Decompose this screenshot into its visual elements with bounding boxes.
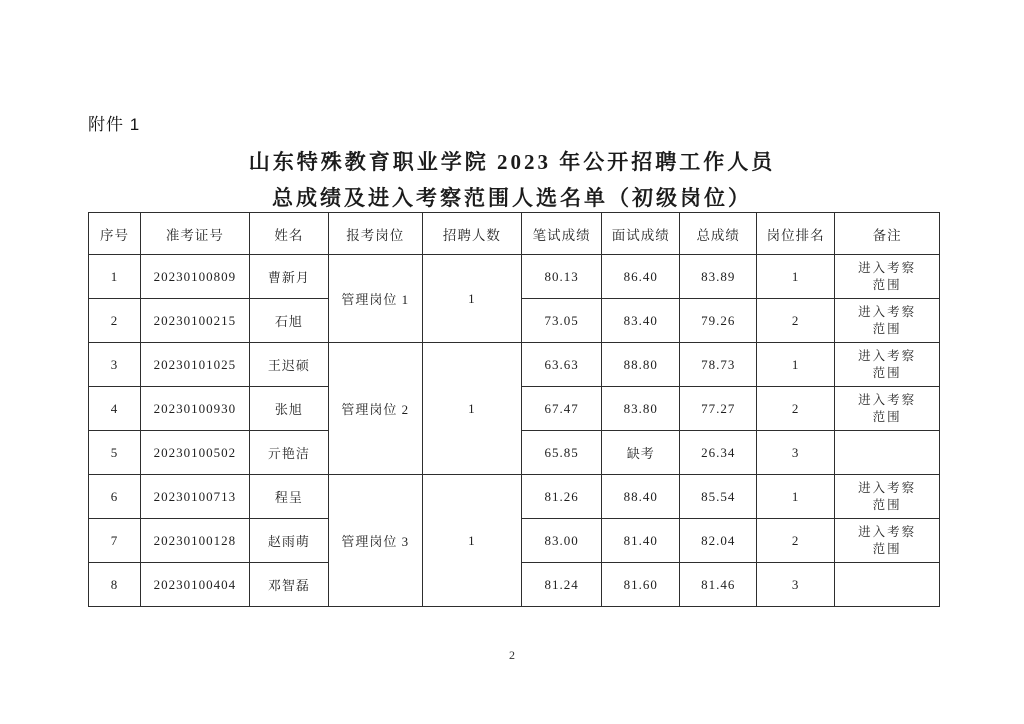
cell-interview-score: 88.80 <box>602 343 680 387</box>
col-position: 报考岗位 <box>328 213 422 255</box>
cell-written-score: 65.85 <box>522 431 602 475</box>
cell-serial: 6 <box>89 475 141 519</box>
col-written-score: 笔试成绩 <box>522 213 602 255</box>
col-serial: 序号 <box>89 213 141 255</box>
cell-written-score: 81.24 <box>522 563 602 607</box>
cell-position-merged: 管理岗位 1 <box>328 255 422 343</box>
cell-rank: 1 <box>756 255 834 299</box>
cell-written-score: 81.26 <box>522 475 602 519</box>
remark-line: 范围 <box>872 409 902 424</box>
cell-total-score: 82.04 <box>680 519 757 563</box>
cell-rank: 1 <box>756 475 834 519</box>
cell-remarks <box>835 475 940 519</box>
cell-interview-score: 83.40 <box>602 299 680 343</box>
cell-written-score: 63.63 <box>522 343 602 387</box>
remark-line: 范围 <box>872 321 902 336</box>
remark-line: 进入考察 <box>858 348 917 363</box>
cell-position-merged: 管理岗位 3 <box>328 475 422 607</box>
cell-rank: 2 <box>756 519 834 563</box>
col-remarks: 备注 <box>835 213 940 255</box>
cell-serial: 1 <box>89 255 141 299</box>
cell-rank: 2 <box>756 299 834 343</box>
remark-line: 进入考察 <box>858 480 917 495</box>
col-ticket-number: 准考证号 <box>140 213 249 255</box>
cell-name: 邓智磊 <box>249 563 328 607</box>
cell-rank: 2 <box>756 387 834 431</box>
remark-line: 范围 <box>872 365 902 380</box>
cell-remarks <box>835 387 940 431</box>
cell-name: 张旭 <box>249 387 328 431</box>
cell-rank: 3 <box>756 563 834 607</box>
cell-name: 石旭 <box>249 299 328 343</box>
cell-total-score: 26.34 <box>680 431 757 475</box>
cell-remarks <box>835 255 940 299</box>
cell-total-score: 79.26 <box>680 299 757 343</box>
remark-line: 进入考察 <box>858 260 917 275</box>
page-number: 2 <box>509 648 515 662</box>
cell-remarks <box>835 431 940 475</box>
cell-ticket-number: 20230100215 <box>140 299 249 343</box>
cell-total-score: 85.54 <box>680 475 757 519</box>
col-name: 姓名 <box>249 213 328 255</box>
cell-written-score: 83.00 <box>522 519 602 563</box>
col-total-score: 总成绩 <box>680 213 757 255</box>
cell-total-score: 81.46 <box>680 563 757 607</box>
attachment-label: 附件 1 <box>88 115 141 134</box>
results-table <box>88 212 940 607</box>
table-row <box>89 255 940 299</box>
cell-interview-score: 83.80 <box>602 387 680 431</box>
cell-position-merged: 管理岗位 2 <box>328 343 422 475</box>
cell-total-score: 77.27 <box>680 387 757 431</box>
cell-ticket-number: 20230100809 <box>140 255 249 299</box>
cell-serial: 3 <box>89 343 141 387</box>
cell-interview-score: 88.40 <box>602 475 680 519</box>
cell-interview-score: 81.60 <box>602 563 680 607</box>
cell-written-score: 80.13 <box>522 255 602 299</box>
document-title-line1: 山东特殊教育职业学院 2023 年公开招聘工作人员 <box>248 150 776 174</box>
cell-remarks <box>835 519 940 563</box>
cell-ticket-number: 20230100128 <box>140 519 249 563</box>
remark-line: 进入考察 <box>858 304 917 319</box>
cell-name: 赵雨萌 <box>249 519 328 563</box>
cell-name: 曹新月 <box>249 255 328 299</box>
cell-name: 王迟硕 <box>249 343 328 387</box>
cell-written-score: 73.05 <box>522 299 602 343</box>
cell-interview-score: 81.40 <box>602 519 680 563</box>
remark-line: 范围 <box>872 541 902 556</box>
cell-ticket-number: 20230100502 <box>140 431 249 475</box>
cell-written-score: 67.47 <box>522 387 602 431</box>
table-header-row <box>89 213 940 255</box>
cell-headcount-merged: 1 <box>422 475 522 607</box>
document-title-line2: 总成绩及进入考察范围人选名单（初级岗位） <box>272 186 752 210</box>
cell-serial: 8 <box>89 563 141 607</box>
cell-rank: 1 <box>756 343 834 387</box>
col-interview-score: 面试成绩 <box>602 213 680 255</box>
cell-headcount-merged: 1 <box>422 343 522 475</box>
col-headcount: 招聘人数 <box>422 213 522 255</box>
table-row <box>89 343 940 387</box>
cell-ticket-number: 20230100404 <box>140 563 249 607</box>
remark-line: 范围 <box>872 277 902 292</box>
cell-interview-score: 缺考 <box>602 431 680 475</box>
cell-ticket-number: 20230100713 <box>140 475 249 519</box>
remark-line: 进入考察 <box>858 524 917 539</box>
cell-serial: 2 <box>89 299 141 343</box>
remark-line: 范围 <box>872 497 902 512</box>
cell-interview-score: 86.40 <box>602 255 680 299</box>
cell-name: 程呈 <box>249 475 328 519</box>
cell-remarks <box>835 299 940 343</box>
cell-serial: 7 <box>89 519 141 563</box>
cell-total-score: 78.73 <box>680 343 757 387</box>
cell-remarks <box>835 343 940 387</box>
cell-name: 亓艳洁 <box>249 431 328 475</box>
remark-line: 进入考察 <box>858 392 917 407</box>
cell-ticket-number: 20230100930 <box>140 387 249 431</box>
cell-ticket-number: 20230101025 <box>140 343 249 387</box>
cell-serial: 5 <box>89 431 141 475</box>
cell-total-score: 83.89 <box>680 255 757 299</box>
cell-serial: 4 <box>89 387 141 431</box>
table-row <box>89 475 940 519</box>
cell-remarks <box>835 563 940 607</box>
cell-headcount-merged: 1 <box>422 255 522 343</box>
col-rank: 岗位排名 <box>756 213 834 255</box>
cell-rank: 3 <box>756 431 834 475</box>
